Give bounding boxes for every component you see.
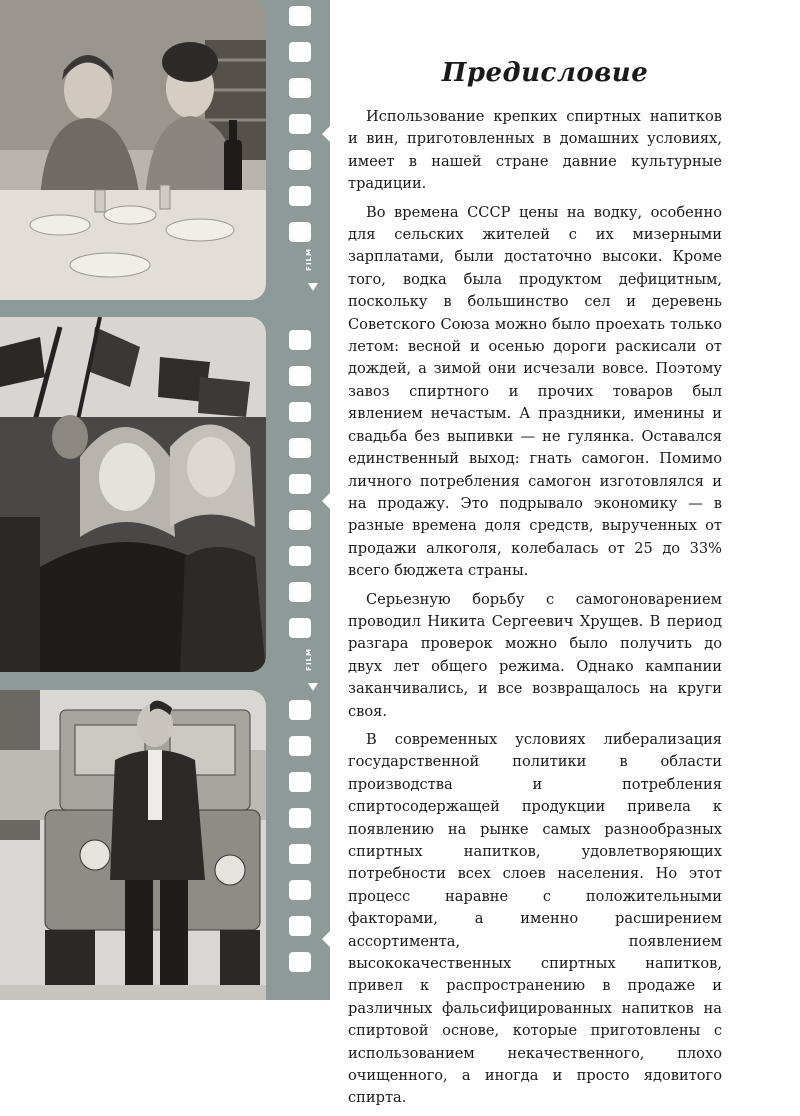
paragraph: Во времена СССР цены на водку, особенно для сельских жителей с их мизерными зарплатами, были достаточно высоки. Кроме того, водка была продуктом дефицитным, поскольку в большинство сел и деревень Советского Союза можно было проехать только летом: весной и осенью дороги раскисали от дождей, а зимой они исчезали вовсе. Поэтому завоз спиртного и прочих товаров был явлением нечастым. А праздники, именины и свадьба без выпивки — не гулянка. Оставался единственный выход: гнать самогон. Помимо личного потребления самогон изготовлялся и на продажу. Это подрывало экономику — в разные времена доля средств, вырученных от продажи алкоголя, колебалась от 25 до 33% всего бюджета страны. [348, 203, 722, 580]
sprocket-hole [289, 582, 311, 602]
sprocket-hole [289, 366, 311, 386]
sprocket-hole [289, 700, 311, 720]
sprocket-hole [289, 474, 311, 494]
photo-women-at-table [0, 0, 266, 300]
sprocket-hole [289, 150, 311, 170]
sprocket-hole [289, 844, 311, 864]
sprocket-hole [289, 6, 311, 26]
paragraph: Использование крепких спиртных напитков и вин, приготовленных в домашних условиях, имеет в нашей стране давние культурные традиции. [348, 108, 722, 193]
sprocket-hole [289, 546, 311, 566]
sprocket-hole [289, 78, 311, 98]
sprocket-hole [289, 772, 311, 792]
sprocket-hole [289, 402, 311, 422]
sprocket-hole [289, 186, 311, 206]
film-notch [322, 930, 331, 948]
sprocket-hole [289, 880, 311, 900]
film-strip [0, 0, 330, 1000]
paragraph: В современных условиях либерализация государственной политики в области производства и потребления спиртосодержащей продукции привела к появлению на рынке самых разнообразных спиртных напитков, удовлетворяющих потребности всех слоев населения. Но этот процесс наравне с положительными факторами, а именно расширением ассортимента, появлением высококачественных спиртных напитков, привел к распространению в продаже и различных фальсифицированных напитков на спиртовой основе, которые приготовлены с использованием некачественного, плохо очищенного, а иногда и просто ядовитого спирта. [348, 730, 722, 1107]
film-notch [322, 492, 331, 510]
sprocket-hole [289, 510, 311, 530]
photo-man-with-truck [0, 690, 266, 1000]
film-arrow-icon [308, 683, 318, 691]
preface-text [348, 58, 722, 1116]
sprocket-hole [289, 330, 311, 350]
film-notch [322, 125, 331, 143]
paragraph: Серьезную борьбу с самогоноварением проводил Никита Сергеевич Хрущев. В период разгара проверок можно было получить до двух лет общего режима. Однако кампании заканчивались, и все возвращалось на круги своя. [348, 590, 722, 720]
film-arrow-icon [308, 283, 318, 291]
sprocket-hole [289, 42, 311, 62]
sprocket-hole [289, 438, 311, 458]
sprocket-hole [289, 952, 311, 972]
film-edge-label: FILM [305, 248, 313, 271]
sprocket-hole [289, 618, 311, 638]
sprocket-hole [289, 222, 311, 242]
sprocket-hole [289, 808, 311, 828]
sprocket-hole [289, 916, 311, 936]
page-title: Предисловие [441, 58, 649, 88]
sprocket-hole [289, 736, 311, 756]
film-edge-label: FILM [305, 648, 313, 671]
sprocket-hole [289, 114, 311, 134]
photo-crowd-with-flags [0, 317, 266, 672]
